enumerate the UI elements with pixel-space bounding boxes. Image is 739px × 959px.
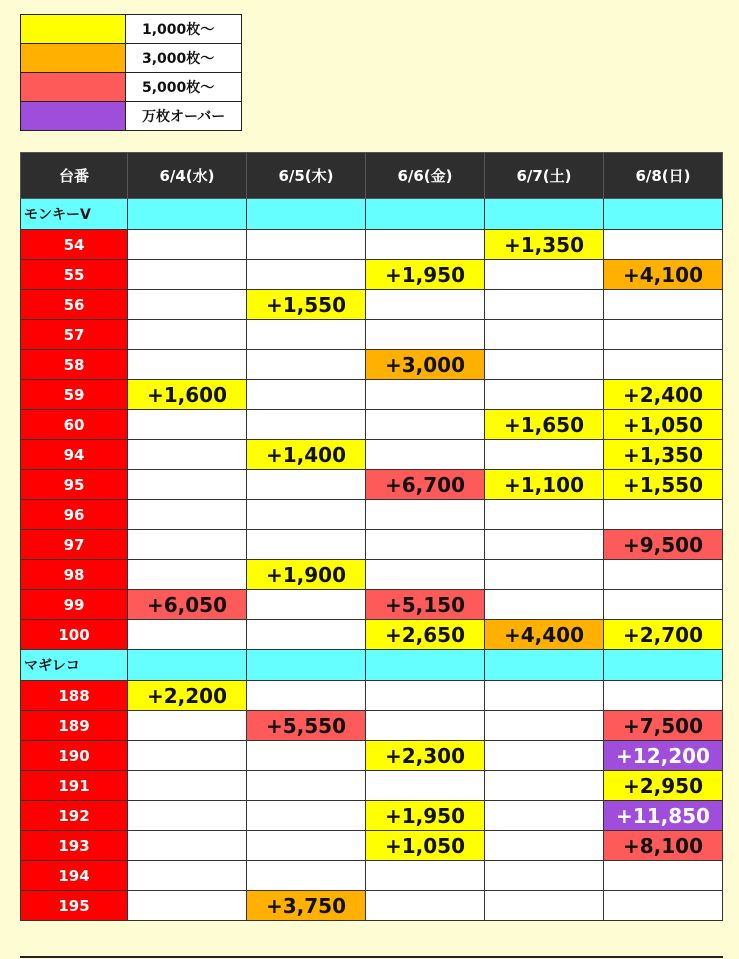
result-cell xyxy=(604,350,723,380)
result-cell xyxy=(366,290,485,320)
result-cell xyxy=(485,831,604,861)
result-cell xyxy=(604,230,723,260)
table-row xyxy=(21,560,723,590)
result-cell xyxy=(485,530,604,560)
result-cell xyxy=(485,380,604,410)
result-cell xyxy=(247,861,366,891)
result-cell xyxy=(366,500,485,530)
header-date: 6/7(土) xyxy=(485,153,604,199)
machine-number: 192 xyxy=(21,801,128,831)
table-row xyxy=(21,771,723,801)
result-cell: +4,400 xyxy=(485,620,604,650)
result-cell xyxy=(128,861,247,891)
result-cell xyxy=(366,440,485,470)
result-cell xyxy=(485,440,604,470)
result-cell xyxy=(485,711,604,741)
table-row xyxy=(21,290,723,320)
result-cell xyxy=(366,320,485,350)
result-cell xyxy=(485,891,604,921)
result-cell: +1,400 xyxy=(247,440,366,470)
result-cell xyxy=(247,741,366,771)
table-row xyxy=(21,230,723,260)
result-cell: +6,700 xyxy=(366,470,485,500)
legend-swatch xyxy=(21,102,126,131)
result-cell xyxy=(485,741,604,771)
machine-number: 56 xyxy=(21,290,128,320)
result-cell xyxy=(485,590,604,620)
result-cell: +2,650 xyxy=(366,620,485,650)
legend-row xyxy=(21,102,242,131)
machine-number: 189 xyxy=(21,711,128,741)
group-cell xyxy=(485,199,604,230)
table-row xyxy=(21,801,723,831)
header-date: 6/8(日) xyxy=(604,153,723,199)
result-cell xyxy=(247,410,366,440)
machine-number: 55 xyxy=(21,260,128,290)
result-cell: +2,700 xyxy=(604,620,723,650)
result-cell xyxy=(128,801,247,831)
result-cell xyxy=(485,801,604,831)
result-cell xyxy=(366,891,485,921)
result-cell xyxy=(485,861,604,891)
result-cell xyxy=(247,320,366,350)
machine-number: 195 xyxy=(21,891,128,921)
result-cell xyxy=(128,620,247,650)
machine-number: 60 xyxy=(21,410,128,440)
machine-number: 57 xyxy=(21,320,128,350)
result-cell xyxy=(604,500,723,530)
result-cell xyxy=(128,320,247,350)
legend-label: 5,000枚～ xyxy=(126,73,242,102)
result-cell xyxy=(366,410,485,440)
result-cell: +6,050 xyxy=(128,590,247,620)
result-cell xyxy=(247,260,366,290)
group-cell xyxy=(128,199,247,230)
result-cell: +12,200 xyxy=(604,741,723,771)
result-cell xyxy=(485,290,604,320)
result-cell xyxy=(247,831,366,861)
machine-number: 190 xyxy=(21,741,128,771)
result-cell xyxy=(366,530,485,560)
header-machine-number: 台番 xyxy=(21,153,128,199)
result-cell: +11,850 xyxy=(604,801,723,831)
result-cell xyxy=(128,560,247,590)
legend-row xyxy=(21,15,242,44)
table-row xyxy=(21,590,723,620)
table-row xyxy=(21,741,723,771)
machine-number: 58 xyxy=(21,350,128,380)
table-row xyxy=(21,831,723,861)
machine-number: 95 xyxy=(21,470,128,500)
result-cell xyxy=(247,681,366,711)
table-row xyxy=(21,260,723,290)
table-row xyxy=(21,620,723,650)
legend-row xyxy=(21,73,242,102)
table-row xyxy=(21,711,723,741)
result-cell xyxy=(247,771,366,801)
machine-number: 99 xyxy=(21,590,128,620)
result-cell xyxy=(604,861,723,891)
result-cell xyxy=(128,891,247,921)
result-cell xyxy=(247,380,366,410)
group-cell xyxy=(485,650,604,681)
legend-label: 3,000枚～ xyxy=(126,44,242,73)
result-cell xyxy=(128,530,247,560)
machine-number: 59 xyxy=(21,380,128,410)
machine-number: 96 xyxy=(21,500,128,530)
group-cell xyxy=(604,199,723,230)
result-cell: +1,550 xyxy=(247,290,366,320)
legend-row xyxy=(21,44,242,73)
result-cell xyxy=(128,440,247,470)
result-cell xyxy=(604,320,723,350)
group-cell xyxy=(247,199,366,230)
result-cell xyxy=(485,350,604,380)
result-cell xyxy=(247,801,366,831)
header-row xyxy=(21,153,723,199)
color-legend xyxy=(20,14,242,131)
result-cell xyxy=(604,590,723,620)
group-cell xyxy=(366,199,485,230)
result-cell: +5,150 xyxy=(366,590,485,620)
table-row xyxy=(21,410,723,440)
table-row xyxy=(21,350,723,380)
result-cell: +2,300 xyxy=(366,741,485,771)
result-cell: +1,900 xyxy=(247,560,366,590)
table-row xyxy=(21,380,723,410)
result-cell: +1,350 xyxy=(604,440,723,470)
machine-number: 54 xyxy=(21,230,128,260)
result-cell xyxy=(128,290,247,320)
header-date: 6/6(金) xyxy=(366,153,485,199)
result-cell xyxy=(366,560,485,590)
result-cell: +1,950 xyxy=(366,260,485,290)
result-cell xyxy=(128,230,247,260)
legend-swatch xyxy=(21,44,126,73)
group-row xyxy=(21,199,723,230)
machine-number: 193 xyxy=(21,831,128,861)
result-cell: +3,750 xyxy=(247,891,366,921)
legend-label: 万枚オーバー xyxy=(126,102,242,131)
result-cell xyxy=(485,681,604,711)
header-date: 6/5(木) xyxy=(247,153,366,199)
result-cell xyxy=(366,771,485,801)
result-cell xyxy=(366,230,485,260)
result-cell: +1,550 xyxy=(604,470,723,500)
result-cell xyxy=(247,590,366,620)
result-cell xyxy=(128,350,247,380)
legend-swatch xyxy=(21,15,126,44)
machine-number: 98 xyxy=(21,560,128,590)
table-row xyxy=(21,320,723,350)
result-cell: +4,100 xyxy=(604,260,723,290)
group-row xyxy=(21,650,723,681)
result-cell xyxy=(485,560,604,590)
table-row xyxy=(21,440,723,470)
result-cell xyxy=(247,500,366,530)
result-cell xyxy=(247,230,366,260)
result-cell xyxy=(247,530,366,560)
result-cell xyxy=(366,861,485,891)
table-row xyxy=(21,891,723,921)
machine-number: 194 xyxy=(21,861,128,891)
machine-number: 100 xyxy=(21,620,128,650)
table-row xyxy=(21,681,723,711)
result-cell xyxy=(128,470,247,500)
result-cell: +1,650 xyxy=(485,410,604,440)
result-cell xyxy=(485,260,604,290)
result-cell: +1,050 xyxy=(366,831,485,861)
result-cell xyxy=(128,741,247,771)
result-cell xyxy=(485,771,604,801)
result-cell: +1,050 xyxy=(604,410,723,440)
result-cell: +8,100 xyxy=(604,831,723,861)
group-cell xyxy=(366,650,485,681)
machine-number: 94 xyxy=(21,440,128,470)
result-cell xyxy=(128,410,247,440)
table-row xyxy=(21,530,723,560)
result-cell xyxy=(366,711,485,741)
group-name: マギレコ xyxy=(21,650,128,681)
result-cell xyxy=(128,711,247,741)
result-cell: +1,600 xyxy=(128,380,247,410)
header-date: 6/4(水) xyxy=(128,153,247,199)
table-row xyxy=(21,861,723,891)
machine-number: 191 xyxy=(21,771,128,801)
result-cell xyxy=(128,260,247,290)
group-cell xyxy=(128,650,247,681)
table-row xyxy=(21,470,723,500)
result-cell xyxy=(604,560,723,590)
legend-label: 1,000枚～ xyxy=(126,15,242,44)
result-cell xyxy=(604,290,723,320)
legend-swatch xyxy=(21,73,126,102)
group-cell xyxy=(247,650,366,681)
bottom-divider xyxy=(20,956,723,958)
result-cell xyxy=(485,500,604,530)
result-cell xyxy=(128,771,247,801)
result-cell: +1,350 xyxy=(485,230,604,260)
result-cell xyxy=(604,681,723,711)
result-cell xyxy=(128,831,247,861)
group-cell xyxy=(604,650,723,681)
machine-number: 97 xyxy=(21,530,128,560)
result-cell: +5,550 xyxy=(247,711,366,741)
result-cell: +1,100 xyxy=(485,470,604,500)
result-cell xyxy=(247,620,366,650)
result-cell xyxy=(247,350,366,380)
result-cell xyxy=(128,500,247,530)
result-cell: +3,000 xyxy=(366,350,485,380)
result-cell xyxy=(247,470,366,500)
table-row xyxy=(21,500,723,530)
result-cell: +2,400 xyxy=(604,380,723,410)
result-cell: +7,500 xyxy=(604,711,723,741)
group-name: モンキーV xyxy=(21,199,128,230)
result-cell: +2,950 xyxy=(604,771,723,801)
result-cell: +1,950 xyxy=(366,801,485,831)
result-cell xyxy=(366,380,485,410)
machine-number: 188 xyxy=(21,681,128,711)
result-cell xyxy=(366,681,485,711)
result-cell: +9,500 xyxy=(604,530,723,560)
daily-results-table xyxy=(20,152,723,921)
result-cell: +2,200 xyxy=(128,681,247,711)
result-cell xyxy=(485,320,604,350)
result-cell xyxy=(604,891,723,921)
